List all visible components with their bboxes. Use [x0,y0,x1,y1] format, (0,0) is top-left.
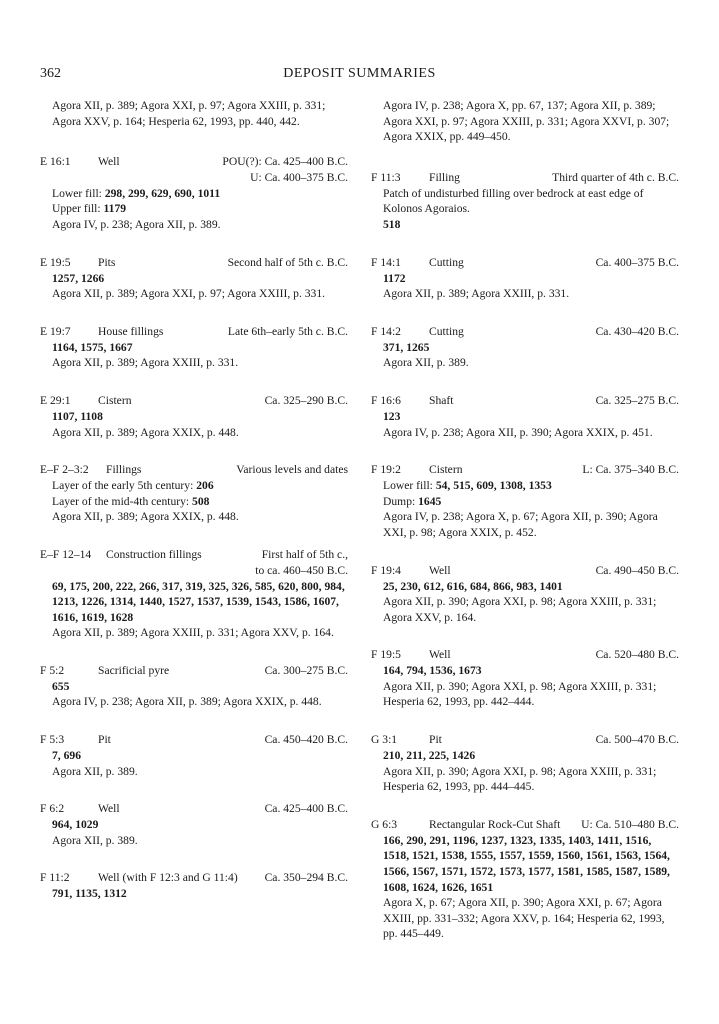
bibliographic-references: Agora XII, p. 390; Agora XXI, p. 98; Agora XXIII, p. 331; Agora XXV, p. 164. [383,595,657,624]
deposit-code: G 3:1 [371,733,398,747]
catalogue-numbers: 166, 290, 291, 1196, 1237, 1323, 1335, 1403, 1411, 1516, 1518, 1521, 1538, 1555, 1557, 1559, 1560, 1561, 1563, 1564, 1566, 1567, 1571, 1572, 1573, 1577, 1581, 1585, 1587, 1589, 1608, 1624, 1626, 1651 [383,833,670,894]
bibliographic-references: Agora XII, p. 390; Agora XXI, p. 98; Agora XXIII, p. 331; Hesperia 62, 1993, pp. 444–445. [383,764,657,794]
catalogue-numbers: 1172 [383,271,406,285]
deposit-entry [40,393,348,440]
deposit-code: F 11:2 [40,871,70,885]
deposit-type: Fillings [106,463,142,477]
fill-label: Lower fill: [52,186,105,200]
entry-heading [371,563,679,579]
catalogue-numbers: 508 [192,494,210,508]
bibliographic-references: Agora XII, p. 389; Agora XXIX, p. 448. [52,510,239,524]
deposit-code: F 5:3 [40,733,65,747]
catalogue-numbers: 1164, 1575, 1667 [52,340,133,354]
deposit-code: E 16:1 [40,155,71,169]
deposit-date-secondary: U: Ca. 400–375 B.C. [250,171,348,185]
bibliographic-references: Agora XII, p. 389. [52,833,138,847]
deposit-entry [40,255,348,302]
right-column [371,98,679,964]
bibliographic-references: Agora XII, p. 389; Agora XXIII, p. 331; Agora XXV, p. 164. [52,626,334,640]
deposit-code: F 11:3 [371,170,401,184]
deposit-code: E 29:1 [40,393,71,407]
deposit-date: Ca. 520–480 B.C. [595,648,679,662]
catalogue-numbers: 518 [383,217,401,231]
entry-heading [371,170,679,186]
catalogue-numbers: 298, 299, 629, 690, 1011 [104,186,221,200]
deposit-entry [40,663,348,710]
deposit-date: Ca. 425–400 B.C. [264,802,348,816]
deposit-type: Cistern [429,463,463,477]
deposit-code: E–F 2–3:2 [40,463,89,477]
bibliographic-references: Agora XII, p. 389; Agora XXIII, p. 331. [52,356,239,370]
fill-label: Layer of the mid-4th century: [52,494,193,508]
continued-references: Agora IV, p. 238; Agora X, pp. 67, 137; Agora XII, p. 389; Agora XXI, p. 97; Agora XXIII, p. 331; Agora XXVI, p. 307; Agora XXIX, pp. 449–450. [383,99,670,144]
deposit-entry [371,462,679,540]
bibliographic-references: Agora IV, p. 238; Agora X, p. 67; Agora XII, p. 390; Agora XXI, p. 98; Agora XXIX, p. 452. [383,510,658,539]
bibliographic-references: Agora XII, p. 389. [52,764,138,778]
deposit-code: E 19:5 [40,255,71,269]
entry-heading [40,462,348,478]
deposit-description: Patch of undisturbed filling over bedrock at east edge of Kolonos Agoraios. [383,186,644,216]
continued-references: Agora XII, p. 389; Agora XXI, p. 97; Agora XXIII, p. 331; Agora XXV, p. 164; Hesperia 62, 1993, pp. 440, 442. [52,99,326,128]
entry-heading [371,817,679,833]
catalogue-numbers: 1257, 1266 [52,271,105,285]
deposit-entry [371,563,679,626]
catalogue-numbers: 25, 230, 612, 616, 684, 866, 983, 1401 [383,579,563,593]
deposit-type: Cutting [429,255,464,269]
deposit-type: Well [429,563,451,577]
entry-heading [40,732,348,748]
deposit-date: U: Ca. 510–480 B.C. [581,817,679,831]
deposit-entry [40,462,348,525]
deposit-date: Late 6th–early 5th c. B.C. [227,324,348,338]
deposit-date: Third quarter of 4th c. B.C. [552,170,679,184]
entry-heading [40,663,348,679]
deposit-entry [371,170,679,233]
deposit-type: Pit [98,733,111,747]
fill-line [371,478,679,494]
deposit-code: F 19:2 [371,463,401,477]
right-entries [371,170,679,942]
catalogue-numbers: 210, 211, 225, 1426 [383,749,476,763]
deposit-type: Well [98,155,120,169]
deposit-entry [371,255,679,302]
deposit-date: Ca. 300–275 B.C. [264,663,348,677]
entry-heading [40,547,348,563]
deposit-date: L: Ca. 375–340 B.C. [582,463,679,477]
deposit-type: Pits [98,255,116,269]
bibliographic-references: Agora XII, p. 389. [383,356,469,370]
fill-label: Dump: [383,494,419,508]
entry-heading [40,393,348,409]
deposit-entry [40,324,348,371]
deposit-entry [371,732,679,795]
deposit-type: Well [429,648,451,662]
catalogue-numbers: 1107, 1108 [52,409,103,423]
entry-heading [40,255,348,271]
deposit-code: E 19:7 [40,324,71,338]
page-number: 362 [40,66,61,81]
deposit-date: Ca. 400–375 B.C. [595,255,679,269]
deposit-entry [371,324,679,371]
deposit-type: House fillings [98,324,164,338]
catalogue-numbers: 791, 1135, 1312 [52,887,127,901]
bibliographic-references: Agora IV, p. 238; Agora XII, p. 389. [52,217,221,231]
entry-heading [40,324,348,340]
deposit-entry [40,154,348,232]
deposit-entry [40,801,348,848]
catalogue-numbers: 964, 1029 [52,818,99,832]
deposit-type: Well [98,802,120,816]
catalogue-numbers: 54, 515, 609, 1308, 1353 [435,479,552,493]
deposit-code: F 16:6 [371,393,401,407]
entry-heading [40,801,348,817]
left-entries [40,154,348,902]
catalogue-numbers: 1179 [103,202,127,216]
deposit-code: F 19:5 [371,648,401,662]
deposit-entry [371,817,679,942]
catalogue-numbers: 206 [196,479,214,493]
catalogue-numbers: 7, 696 [52,749,81,763]
deposit-type: Cistern [98,393,132,407]
deposit-date: Ca. 490–450 B.C. [595,563,679,577]
catalogue-numbers: 123 [383,409,401,423]
deposit-date: Ca. 325–275 B.C. [595,393,679,407]
entry-heading [371,647,679,663]
fill-label: Lower fill: [383,479,436,493]
bibliographic-references: Agora XII, p. 389; Agora XXI, p. 97; Agora XXIII, p. 331. [52,287,326,301]
deposit-code: F 14:2 [371,324,401,338]
deposit-entry [371,393,679,440]
deposit-date: Ca. 325–290 B.C. [264,393,348,407]
bibliographic-references: Agora X, p. 67; Agora XII, p. 390; Agora XXI, p. 67; Agora XXIII, pp. 331–332; Agora XXV, p. 164; Hesperia 62, 1993, pp. 445–449. [383,896,665,941]
deposit-date: Various levels and dates [236,463,348,477]
entry-heading [371,732,679,748]
left-column [40,98,348,924]
fill-line [40,494,348,510]
fill-label: Upper fill: [52,202,104,216]
deposit-type: Construction fillings [106,547,202,561]
deposit-entry [40,547,348,641]
deposit-code: E–F 12–14 [40,547,92,561]
entry-heading [371,393,679,409]
deposit-code: F 5:2 [40,663,65,677]
deposit-date: First half of 5th c., [261,547,348,561]
deposit-entry [40,732,348,779]
deposit-code: G 6:3 [371,817,398,831]
deposit-type: Sacrificial pyre [98,663,170,677]
deposit-type: Shaft [429,393,454,407]
deposit-date: Second half of 5th c. B.C. [227,255,348,269]
bibliographic-references: Agora XII, p. 390; Agora XXI, p. 98; Agora XXIII, p. 331; Hesperia 62, 1993, pp. 442–444. [383,679,657,709]
catalogue-numbers: 69, 175, 200, 222, 266, 317, 319, 325, 326, 585, 620, 800, 984, 1213, 1226, 1314, 1440, 1527, 1537, 1539, 1543, 1586, 1607, 1616, 1619, 1628 [52,579,345,624]
fill-line [371,494,679,510]
bibliographic-references: Agora IV, p. 238; Agora XII, p. 389; Agora XXIX, p. 448. [52,695,322,709]
bibliographic-references: Agora XII, p. 389; Agora XXIX, p. 448. [52,425,239,439]
running-head: DEPOSIT SUMMARIES [283,66,436,81]
entry-heading [371,462,679,478]
entry-heading [40,154,348,170]
deposit-entry [40,870,348,902]
deposit-type: Pit [429,733,442,747]
deposit-date: Ca. 350–294 B.C. [264,871,348,885]
fill-line [40,186,348,202]
entry-heading [371,324,679,340]
bibliographic-references: Agora IV, p. 238; Agora XII, p. 390; Agora XXIX, p. 451. [383,425,653,439]
deposit-type: Well (with F 12:3 and G 11:4) [98,871,238,885]
catalogue-numbers: 1645 [418,494,442,508]
deposit-date: Ca. 450–420 B.C. [264,733,348,747]
deposit-code: F 19:4 [371,563,401,577]
catalogue-numbers: 164, 794, 1536, 1673 [383,664,482,678]
deposit-type: Cutting [429,324,464,338]
catalogue-numbers: 371, 1265 [383,340,430,354]
deposit-type: Rectangular Rock-Cut Shaft [429,817,561,831]
deposit-date: POU(?): Ca. 425–400 B.C. [222,155,348,169]
page-header [40,66,679,86]
deposit-date-secondary: to ca. 460–450 B.C. [255,563,348,577]
deposit-entry [371,647,679,710]
fill-line [40,478,348,494]
fill-line [40,201,348,217]
deposit-code: F 14:1 [371,255,401,269]
deposit-date: Ca. 500–470 B.C. [595,733,679,747]
catalogue-numbers: 655 [52,679,70,693]
entry-heading [40,870,348,886]
deposit-type: Filling [429,170,460,184]
deposit-code: F 6:2 [40,802,65,816]
bibliographic-references: Agora XII, p. 389; Agora XXIII, p. 331. [383,287,570,301]
fill-label: Layer of the early 5th century: [52,479,197,493]
entry-heading [371,255,679,271]
deposit-date: Ca. 430–420 B.C. [595,324,679,338]
